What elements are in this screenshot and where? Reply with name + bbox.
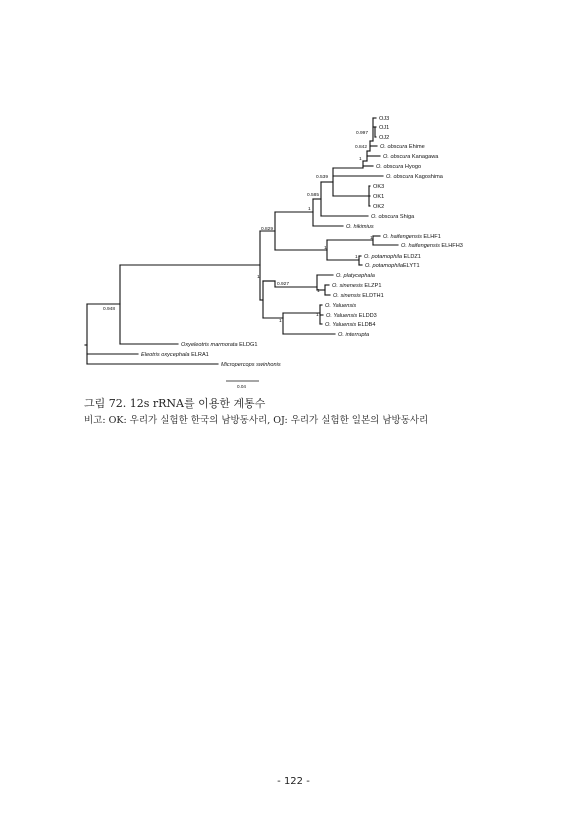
tip-label-kanagawa — [383, 154, 439, 160]
tip-label-species: O. Yaluensis — [325, 303, 357, 309]
tip-label-code: OK1 — [373, 194, 385, 200]
tip-label-ehime — [380, 144, 425, 150]
tip-label-species: O. obscura — [386, 174, 414, 180]
support-value: 1 — [317, 289, 320, 294]
tip-label-code: ELHF1 — [421, 234, 441, 240]
support-value: 0.539 — [316, 175, 329, 180]
tip-label-species: O. hikimius — [346, 224, 374, 230]
tip-label-species: O. platycephala — [336, 273, 375, 279]
tip-label-code: ELDB4 — [356, 322, 376, 328]
tip-label-code: OJ3 — [379, 116, 390, 122]
support-value: 1 — [359, 157, 362, 162]
support-value: 0.927 — [277, 282, 290, 287]
tip-label-species: Micropercops swinhonis — [221, 362, 281, 368]
support-value: 1 — [316, 313, 319, 318]
tip-label-oj2 — [379, 135, 389, 141]
tip-label-ok1 — [373, 194, 384, 200]
tip-label-code: ELDTH1 — [360, 293, 384, 299]
tip-label-code: ELRA1 — [189, 352, 209, 358]
tip-label-species: O. Yaluensis — [326, 313, 358, 319]
tip-label-species: Eleotris oxycephala — [141, 352, 190, 358]
figure-caption: 그림 72. 12s rRNA를 이용한 계통수 — [84, 397, 266, 410]
phylogenetic-tree — [0, 0, 587, 400]
tip-label-hikimius — [346, 224, 374, 230]
support-value: 0.997 — [356, 131, 369, 136]
tip-label-sin1 — [332, 283, 381, 289]
tip-label-code: Hyogo — [403, 164, 422, 170]
tip-label-kagoshima — [386, 174, 444, 180]
support-value: 1 — [355, 255, 358, 260]
tip-label-yal0 — [325, 303, 356, 309]
tip-label-ok3 — [373, 184, 384, 190]
tip-label-code: ELYT1 — [402, 263, 420, 269]
tip-label-haif1 — [383, 234, 441, 240]
tip-label-sin2 — [333, 293, 384, 299]
tip-label-code: Ehime — [407, 144, 425, 150]
tip-label-code: OJ1 — [379, 125, 390, 131]
tip-label-code: ELHFH3 — [439, 243, 463, 249]
tip-label-ok2 — [373, 204, 384, 210]
support-value: 1 — [308, 207, 311, 212]
tip-label-code: Shiga — [398, 214, 415, 220]
tip-label-interr — [338, 332, 369, 338]
tip-label-code: OK2 — [373, 204, 385, 210]
tip-label-species: O. interrupta — [338, 332, 370, 338]
tip-label-yal3 — [326, 313, 377, 319]
tip-label-species: O. potamophila — [365, 263, 403, 269]
tip-label-species: O. obscura — [371, 214, 399, 220]
tip-label-shiga — [371, 214, 415, 220]
tip-label-code: OJ2 — [379, 135, 390, 141]
tip-label-species: O. sinensis — [333, 293, 361, 299]
tip-label-pot2 — [365, 263, 420, 269]
support-value: 1 — [370, 236, 373, 241]
support-value: 1 — [257, 275, 260, 280]
tip-label-pot1 — [364, 254, 421, 260]
tip-label-eleo — [141, 352, 209, 358]
support-value: 0.829 — [261, 227, 274, 232]
tip-label-code: OK3 — [373, 184, 385, 190]
tip-label-species: O. sinenesis — [332, 283, 363, 289]
tip-label-species: O. Yaluensis — [325, 322, 357, 328]
tip-label-haif3 — [401, 243, 463, 249]
tip-label-species: O. haifengensis — [383, 234, 422, 240]
tip-label-code: Kagoshima — [413, 174, 443, 180]
support-value: 0.948 — [103, 307, 116, 312]
tip-label-species: O. obscura — [383, 154, 411, 160]
tip-label-code: ELDG1 — [237, 342, 258, 348]
tip-label-species: O. haifengensis — [401, 243, 440, 249]
tip-label-oj3 — [379, 116, 389, 122]
tip-label-hyogo — [376, 164, 421, 170]
figure-note: 비고: OK: 우리가 실험한 한국의 남방동사리, OJ: 우리가 실험한 일본의 남방동사리 — [84, 415, 429, 426]
tip-label-species: O. potamophila — [364, 254, 402, 260]
tip-label-species: O. obscura — [376, 164, 404, 170]
support-value: 1 — [279, 319, 282, 324]
tip-label-code: ELDD3 — [357, 313, 377, 319]
tip-label-code: Kanagawa — [410, 154, 439, 160]
tip-label-species: Oxyeleotris marmorata — [181, 342, 238, 348]
tip-label-code: ELZP1 — [362, 283, 382, 289]
tip-label-yal4 — [325, 322, 375, 328]
page-number: - 122 - — [277, 776, 310, 787]
scale-bar — [226, 381, 259, 389]
tree-tip-labels — [141, 116, 463, 368]
tip-label-species: O. obscura — [380, 144, 408, 150]
tip-label-code: ELDZ1 — [401, 254, 421, 260]
support-value: 0.585 — [307, 193, 320, 198]
support-value: 1 — [324, 246, 327, 251]
support-value: 0.842 — [355, 145, 368, 150]
tip-label-platy — [336, 273, 375, 279]
scale-bar-label: 0.04 — [237, 384, 246, 389]
tip-label-micro — [221, 362, 281, 368]
tip-label-oxye — [181, 342, 257, 348]
tip-label-oj1 — [379, 125, 389, 131]
